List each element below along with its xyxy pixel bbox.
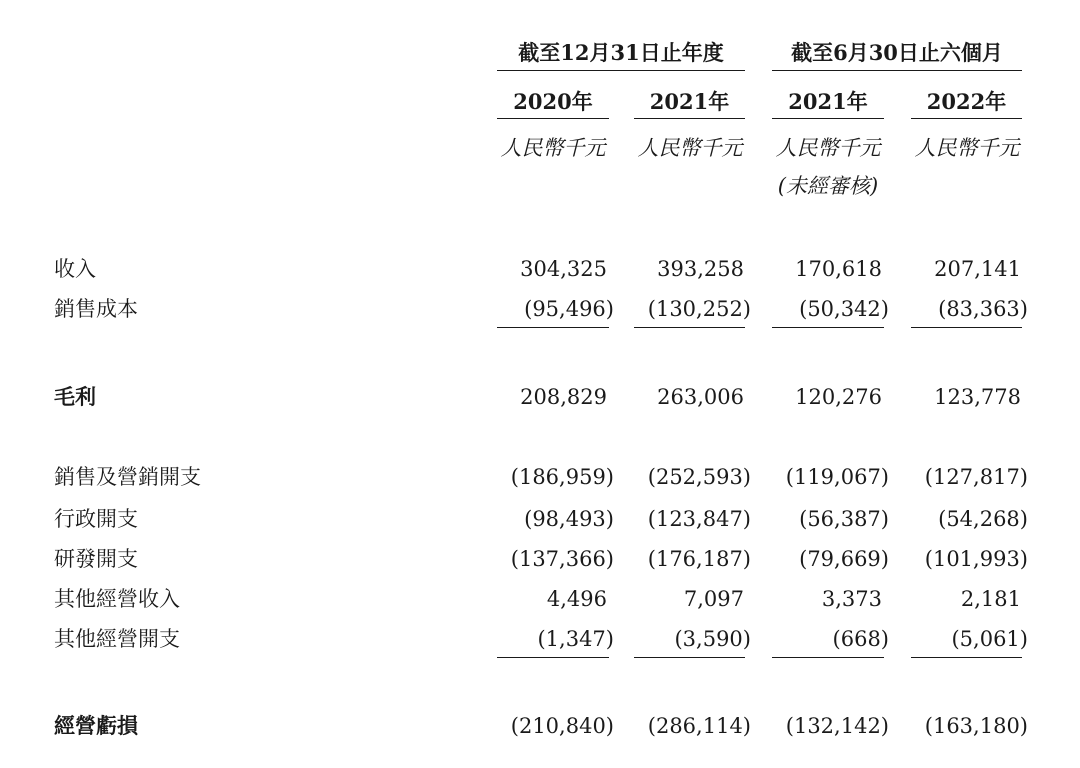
cell-gross-2020: 208,829 bbox=[520, 385, 607, 409]
cell-cost-2021: (130,252) bbox=[647, 297, 751, 321]
cell-selling-2021: (252,593) bbox=[647, 465, 751, 489]
unaudited-note: (未經審核) bbox=[777, 174, 879, 198]
cell-cost-2022h1: (83,363) bbox=[938, 297, 1028, 321]
cell-other-expense-2021: (3,590) bbox=[674, 627, 751, 651]
cell-op-loss-2021: (286,114) bbox=[647, 714, 751, 738]
subtotal-rule bbox=[911, 657, 1022, 658]
cell-revenue-2022h1: 207,141 bbox=[934, 257, 1021, 281]
cell-other-income-2021: 7,097 bbox=[683, 587, 744, 611]
cell-admin-2022h1: (54,268) bbox=[938, 507, 1028, 531]
cell-other-income-2020: 4,496 bbox=[546, 587, 607, 611]
unit-label: 人民幣千元 bbox=[775, 136, 881, 160]
cell-gross-2022h1: 123,778 bbox=[934, 385, 1021, 409]
subtotal-rule bbox=[634, 657, 745, 658]
cell-other-income-2022h1: 2,181 bbox=[960, 587, 1021, 611]
row-label-gross-profit: 毛利 bbox=[54, 384, 96, 409]
cell-revenue-2021h1: 170,618 bbox=[795, 257, 882, 281]
subtotal-rule bbox=[497, 657, 609, 658]
cell-selling-2021h1: (119,067) bbox=[785, 465, 889, 489]
row-label-rnd: 研發開支 bbox=[54, 547, 138, 571]
cell-other-expense-2022h1: (5,061) bbox=[951, 627, 1028, 651]
cell-gross-2021: 263,006 bbox=[657, 385, 744, 409]
cell-op-loss-2021h1: (132,142) bbox=[785, 714, 889, 738]
cell-admin-2021h1: (56,387) bbox=[799, 507, 889, 531]
cell-op-loss-2022h1: (163,180) bbox=[924, 714, 1028, 738]
cell-revenue-2021: 393,258 bbox=[657, 257, 744, 281]
cell-other-expense-2020: (1,347) bbox=[537, 627, 614, 651]
cell-rnd-2020: (137,366) bbox=[510, 547, 614, 571]
cell-admin-2020: (98,493) bbox=[524, 507, 614, 531]
unit-label: 人民幣千元 bbox=[500, 136, 606, 160]
subtotal-rule bbox=[911, 327, 1022, 328]
row-label-operating-loss: 經營虧損 bbox=[54, 713, 138, 738]
subtotal-rule bbox=[634, 327, 745, 328]
cell-selling-2022h1: (127,817) bbox=[924, 465, 1028, 489]
cell-cost-2020: (95,496) bbox=[524, 297, 614, 321]
cell-cost-2021h1: (50,342) bbox=[799, 297, 889, 321]
cell-rnd-2022h1: (101,993) bbox=[924, 547, 1028, 571]
row-label-selling-marketing: 銷售及營銷開支 bbox=[54, 465, 201, 489]
subtotal-rule bbox=[772, 327, 884, 328]
subtotal-rule bbox=[772, 657, 884, 658]
subtotal-rule bbox=[497, 327, 609, 328]
row-label-admin: 行政開支 bbox=[54, 507, 138, 531]
cell-revenue-2020: 304,325 bbox=[520, 257, 607, 281]
cell-selling-2020: (186,959) bbox=[510, 465, 614, 489]
row-label-other-expenses: 其他經營開支 bbox=[54, 627, 180, 651]
cell-op-loss-2020: (210,840) bbox=[510, 714, 614, 738]
cell-rnd-2021h1: (79,669) bbox=[799, 547, 889, 571]
cell-other-expense-2021h1: (668) bbox=[832, 627, 889, 651]
row-label-other-income: 其他經營收入 bbox=[54, 587, 180, 611]
unit-label: 人民幣千元 bbox=[914, 136, 1020, 160]
unit-label: 人民幣千元 bbox=[637, 136, 743, 160]
group-header-six-months: 截至6月30日止六個月 bbox=[772, 36, 1022, 71]
cell-rnd-2021: (176,187) bbox=[647, 547, 751, 571]
group-header-year: 截至12月31日止年度 bbox=[497, 36, 745, 71]
row-label-cost-of-sales: 銷售成本 bbox=[54, 297, 138, 321]
column-year-2021-interim: 2021年 bbox=[772, 86, 884, 119]
row-label-revenue: 收入 bbox=[54, 257, 96, 281]
column-year-2021: 2021年 bbox=[634, 86, 745, 119]
column-year-2020: 2020年 bbox=[497, 86, 609, 119]
cell-admin-2021: (123,847) bbox=[647, 507, 751, 531]
column-year-2022: 2022年 bbox=[911, 86, 1022, 119]
cell-other-income-2021h1: 3,373 bbox=[821, 587, 882, 611]
cell-gross-2021h1: 120,276 bbox=[795, 385, 882, 409]
